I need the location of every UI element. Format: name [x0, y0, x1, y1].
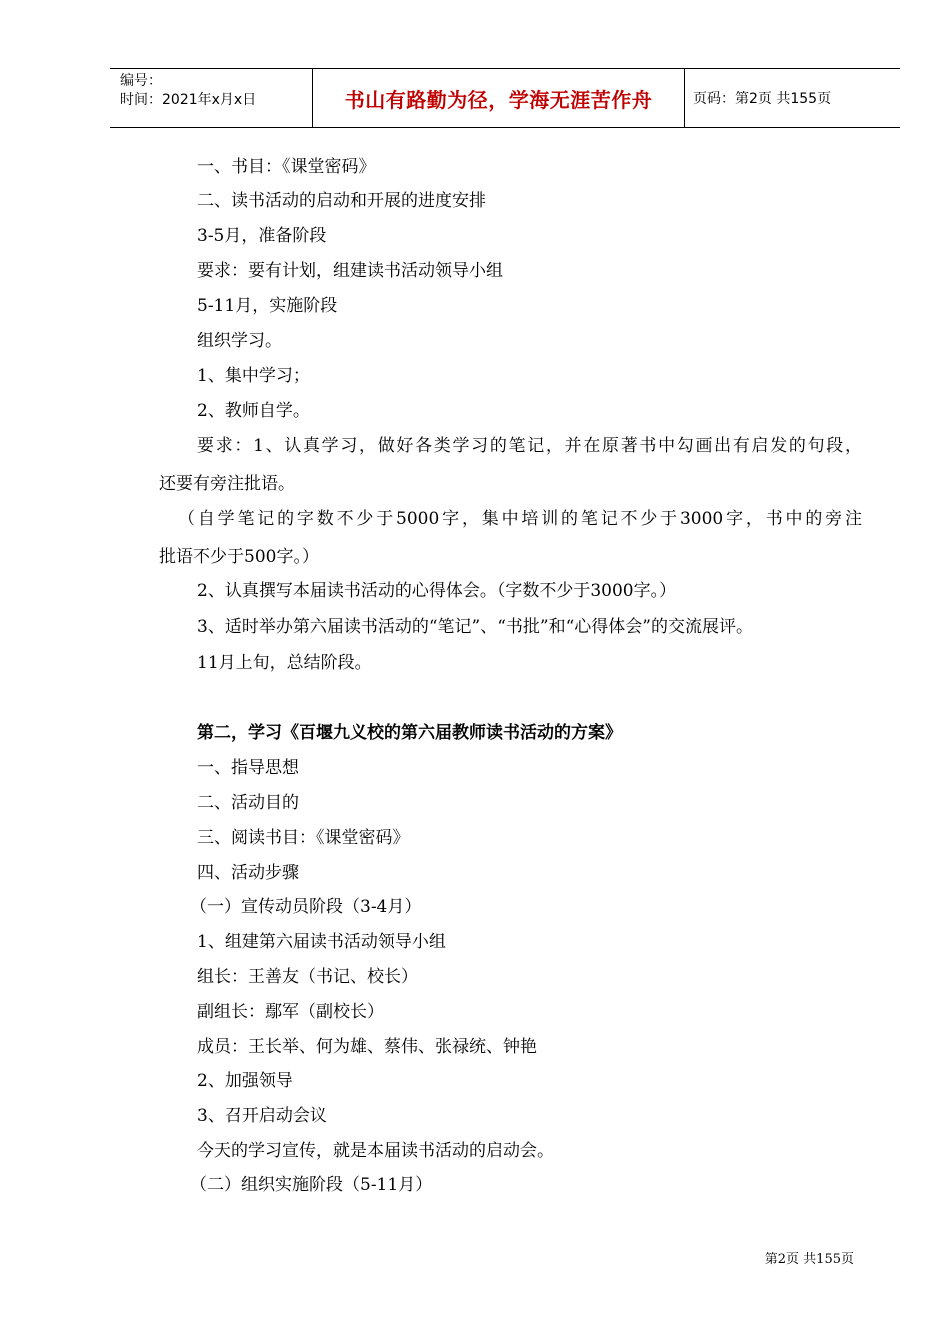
body-line: 2、教师自学。	[197, 401, 310, 421]
body-line: 成员：王长举、何为雄、蔡伟、张禄统、钟艳	[197, 1037, 537, 1057]
document-time-label: 时间：2021年x月x日	[120, 92, 257, 108]
body-line: 1、集中学习；	[197, 366, 310, 386]
page-header	[110, 68, 900, 128]
body-line: 要求：1、认真学习，做好各类学习的笔记，并在原著书中勾画出有启发的句段，	[197, 436, 862, 456]
body-line: 四、活动步骤	[197, 863, 299, 883]
body-line: 11月上旬，总结阶段。	[197, 653, 372, 673]
body-line: 组织学习。	[197, 331, 282, 351]
body-line: 二、读书活动的启动和开展的进度安排	[197, 191, 486, 211]
header-page-cell	[685, 69, 900, 127]
body-line: 2、加强领导	[197, 1071, 293, 1091]
body-line: 要求：要有计划，组建读书活动领导小组	[197, 261, 503, 281]
section-heading: 第二，学习《百堰九义校的第六届教师读书活动的方案》	[197, 723, 622, 743]
body-line: 今天的学习宣传，就是本届读书活动的启动会。	[197, 1141, 554, 1161]
body-line: 1、组建第六届读书活动领导小组	[197, 932, 446, 952]
body-line: （一）宣传动员阶段（3-4月）	[190, 897, 422, 917]
body-line: （二）组织实施阶段（5-11月）	[190, 1175, 433, 1195]
body-line: 还要有旁注批语。	[159, 474, 295, 494]
body-line: 3-5月，准备阶段	[197, 226, 327, 246]
body-line: 3、适时举办第六届读书活动的“笔记”、“书批”和“心得体会”的交流展评。	[197, 617, 753, 637]
body-line: 二、活动目的	[197, 793, 299, 813]
header-meta-cell	[110, 69, 312, 127]
body-line: （自学笔记的字数不少于5000字，集中培训的笔记不少于3000字，书中的旁注	[178, 509, 862, 529]
body-line: 三、阅读书目：《课堂密码》	[197, 828, 410, 848]
body-line: 批语不少于500字。）	[159, 547, 319, 567]
body-line: 一、指导思想	[197, 758, 299, 778]
page-footer: 第2页 共155页	[764, 1252, 854, 1267]
body-line: 组长：王善友（书记、校长）	[197, 967, 418, 987]
body-line: 2、认真撰写本届读书活动的心得体会。（字数不少于3000字。）	[197, 581, 677, 601]
body-line: 3、召开启动会议	[197, 1106, 327, 1126]
body-line: 副组长：鄢军（副校长）	[197, 1002, 384, 1022]
header-motto: 书山有路勤为径，学海无涯苦作舟	[344, 87, 653, 112]
header-page-number: 页码：第2页 共155页	[693, 91, 832, 107]
document-number-label: 编号：	[120, 73, 162, 89]
body-line: 5-11月，实施阶段	[197, 296, 338, 316]
header-motto-cell	[312, 69, 685, 127]
body-line: 一、书目：《课堂密码》	[197, 157, 376, 177]
